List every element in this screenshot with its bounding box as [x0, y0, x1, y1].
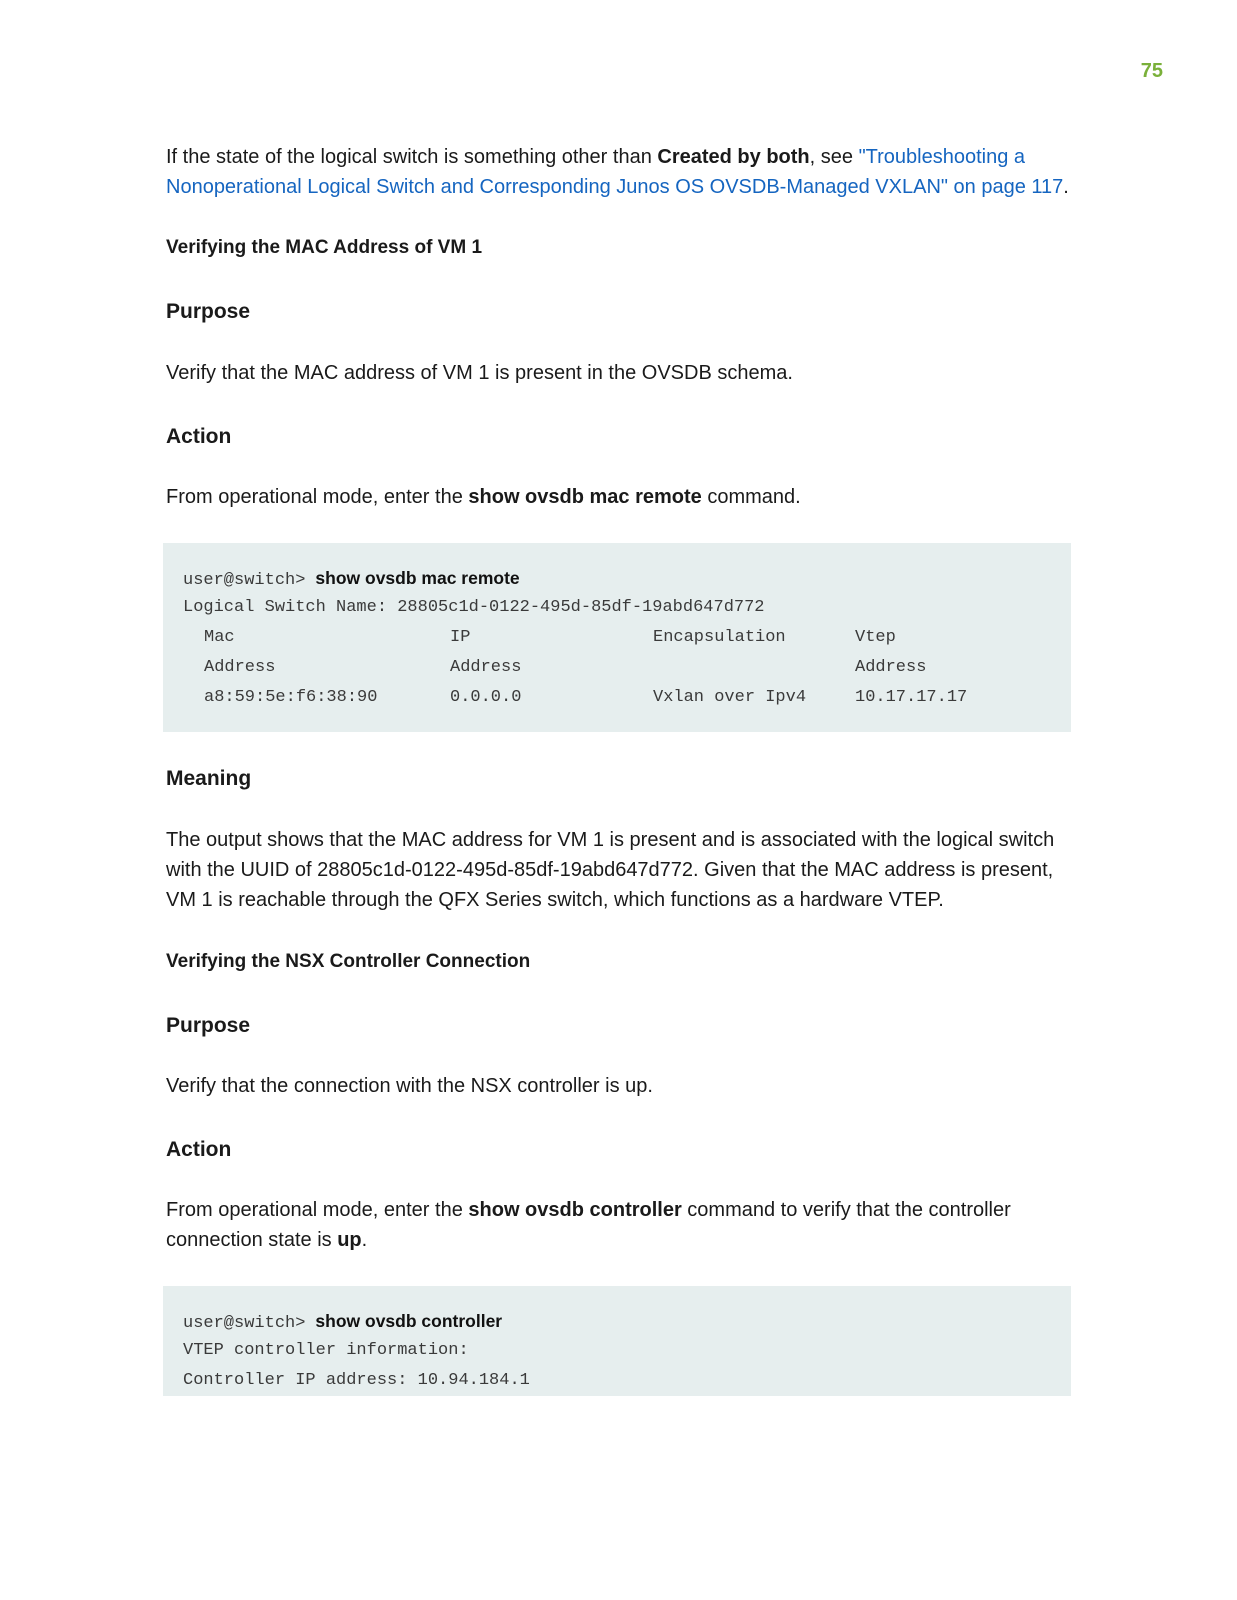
action2-text-mid: command to verify that the controller — [681, 1199, 1011, 1221]
cell-encapsulation: Vxlan over Ipv4 — [653, 688, 807, 707]
col-mac: Mac — [204, 628, 235, 647]
code-block-mac — [163, 543, 1071, 732]
code2-prompt: user@switch> — [183, 1314, 306, 1333]
purpose-text: Verify that the MAC address of VM 1 is present in the OVSDB schema. — [166, 362, 793, 384]
code-command: show ovsdb mac remote — [315, 568, 520, 588]
meaning-heading: Meaning — [166, 767, 252, 790]
meaning-line-2: with the UUID of 28805c1d-0122-495d-85df-19abd647d772. Given that the MAC address is present, — [166, 859, 1054, 881]
section-title-mac: Verifying the MAC Address of VM 1 — [166, 237, 483, 258]
meaning-paragraph — [166, 825, 1076, 915]
code-prompt-line — [183, 563, 1071, 593]
purpose-heading-block — [166, 300, 1076, 324]
cell-mac: a8:59:5e:f6:38:90 — [204, 688, 378, 707]
col-vtep: Vtep — [855, 628, 896, 647]
action-text-end: command. — [701, 486, 801, 508]
col-encapsulation: Encapsulation — [653, 628, 786, 647]
code-data-row — [183, 683, 1071, 713]
action-heading-block — [166, 425, 1076, 449]
col-ip: IP — [450, 628, 471, 647]
intro-see: , see — [809, 146, 859, 168]
section-mac-title-block — [166, 237, 1076, 259]
code2-line-1: VTEP controller information: — [183, 1341, 469, 1360]
code-header-row-1 — [183, 623, 1071, 653]
code2-command: show ovsdb controller — [315, 1311, 503, 1331]
cell-vtep: 10.17.17.17 — [855, 688, 968, 707]
section-nsx-title-block — [166, 951, 1076, 973]
purpose-text-block — [166, 358, 1076, 388]
code-header-row-2 — [183, 653, 1071, 683]
action-command: show ovsdb mac remote — [468, 486, 702, 508]
action-text: From operational mode, enter the — [166, 486, 469, 508]
code-logical-switch-line: Logical Switch Name: 28805c1d-0122-495d-85df-19abd647d772 — [183, 598, 765, 617]
state-created-by-both: Created by both — [657, 146, 810, 168]
troubleshooting-link-part2[interactable]: Nonoperational Logical Switch and Corresponding Junos OS OVSDB-Managed VXLAN" on page 117 — [166, 176, 1064, 198]
action-heading-2: Action — [166, 1138, 232, 1161]
page-number: 75 — [1140, 60, 1163, 82]
intro-period: . — [1063, 176, 1069, 198]
col-mac-address: Address — [204, 658, 276, 677]
action2-text: From operational mode, enter the — [166, 1199, 469, 1221]
purpose-heading-2: Purpose — [166, 1014, 251, 1037]
troubleshooting-link-part1[interactable]: "Troubleshooting a — [858, 146, 1026, 168]
action-heading: Action — [166, 425, 232, 448]
purpose-heading: Purpose — [166, 300, 251, 323]
code2-line-2: Controller IP address: 10.94.184.1 — [183, 1371, 530, 1390]
meaning-heading-block — [166, 767, 1076, 791]
code-block-controller — [163, 1286, 1071, 1396]
action2-heading-block — [166, 1138, 1076, 1162]
meaning-line-3: VM 1 is reachable through the QFX Series switch, which functions as a hardware VTEP. — [166, 889, 944, 911]
code2-prompt-line — [183, 1306, 1071, 1336]
action2-command: show ovsdb controller — [468, 1199, 682, 1221]
action2-state: up — [337, 1229, 362, 1251]
purpose2-heading-block — [166, 1014, 1076, 1038]
intro-paragraph — [166, 142, 1076, 202]
col-vtep-address: Address — [855, 658, 927, 677]
col-ip-address: Address — [450, 658, 522, 677]
code-prompt: user@switch> — [183, 571, 306, 590]
action2-paragraph — [166, 1195, 1076, 1255]
action2-text-line2: connection state is — [166, 1229, 338, 1251]
action2-period: . — [361, 1229, 368, 1251]
purpose-text-2: Verify that the connection with the NSX controller is up. — [166, 1075, 653, 1097]
meaning-line-1: The output shows that the MAC address for VM 1 is present and is associated with the logical switch — [166, 829, 1055, 851]
purpose2-text-block — [166, 1071, 1076, 1101]
action-text-block — [166, 482, 1076, 512]
intro-text: If the state of the logical switch is something other than — [166, 146, 658, 168]
section-title-nsx: Verifying the NSX Controller Connection — [166, 951, 531, 972]
cell-ip: 0.0.0.0 — [450, 688, 522, 707]
